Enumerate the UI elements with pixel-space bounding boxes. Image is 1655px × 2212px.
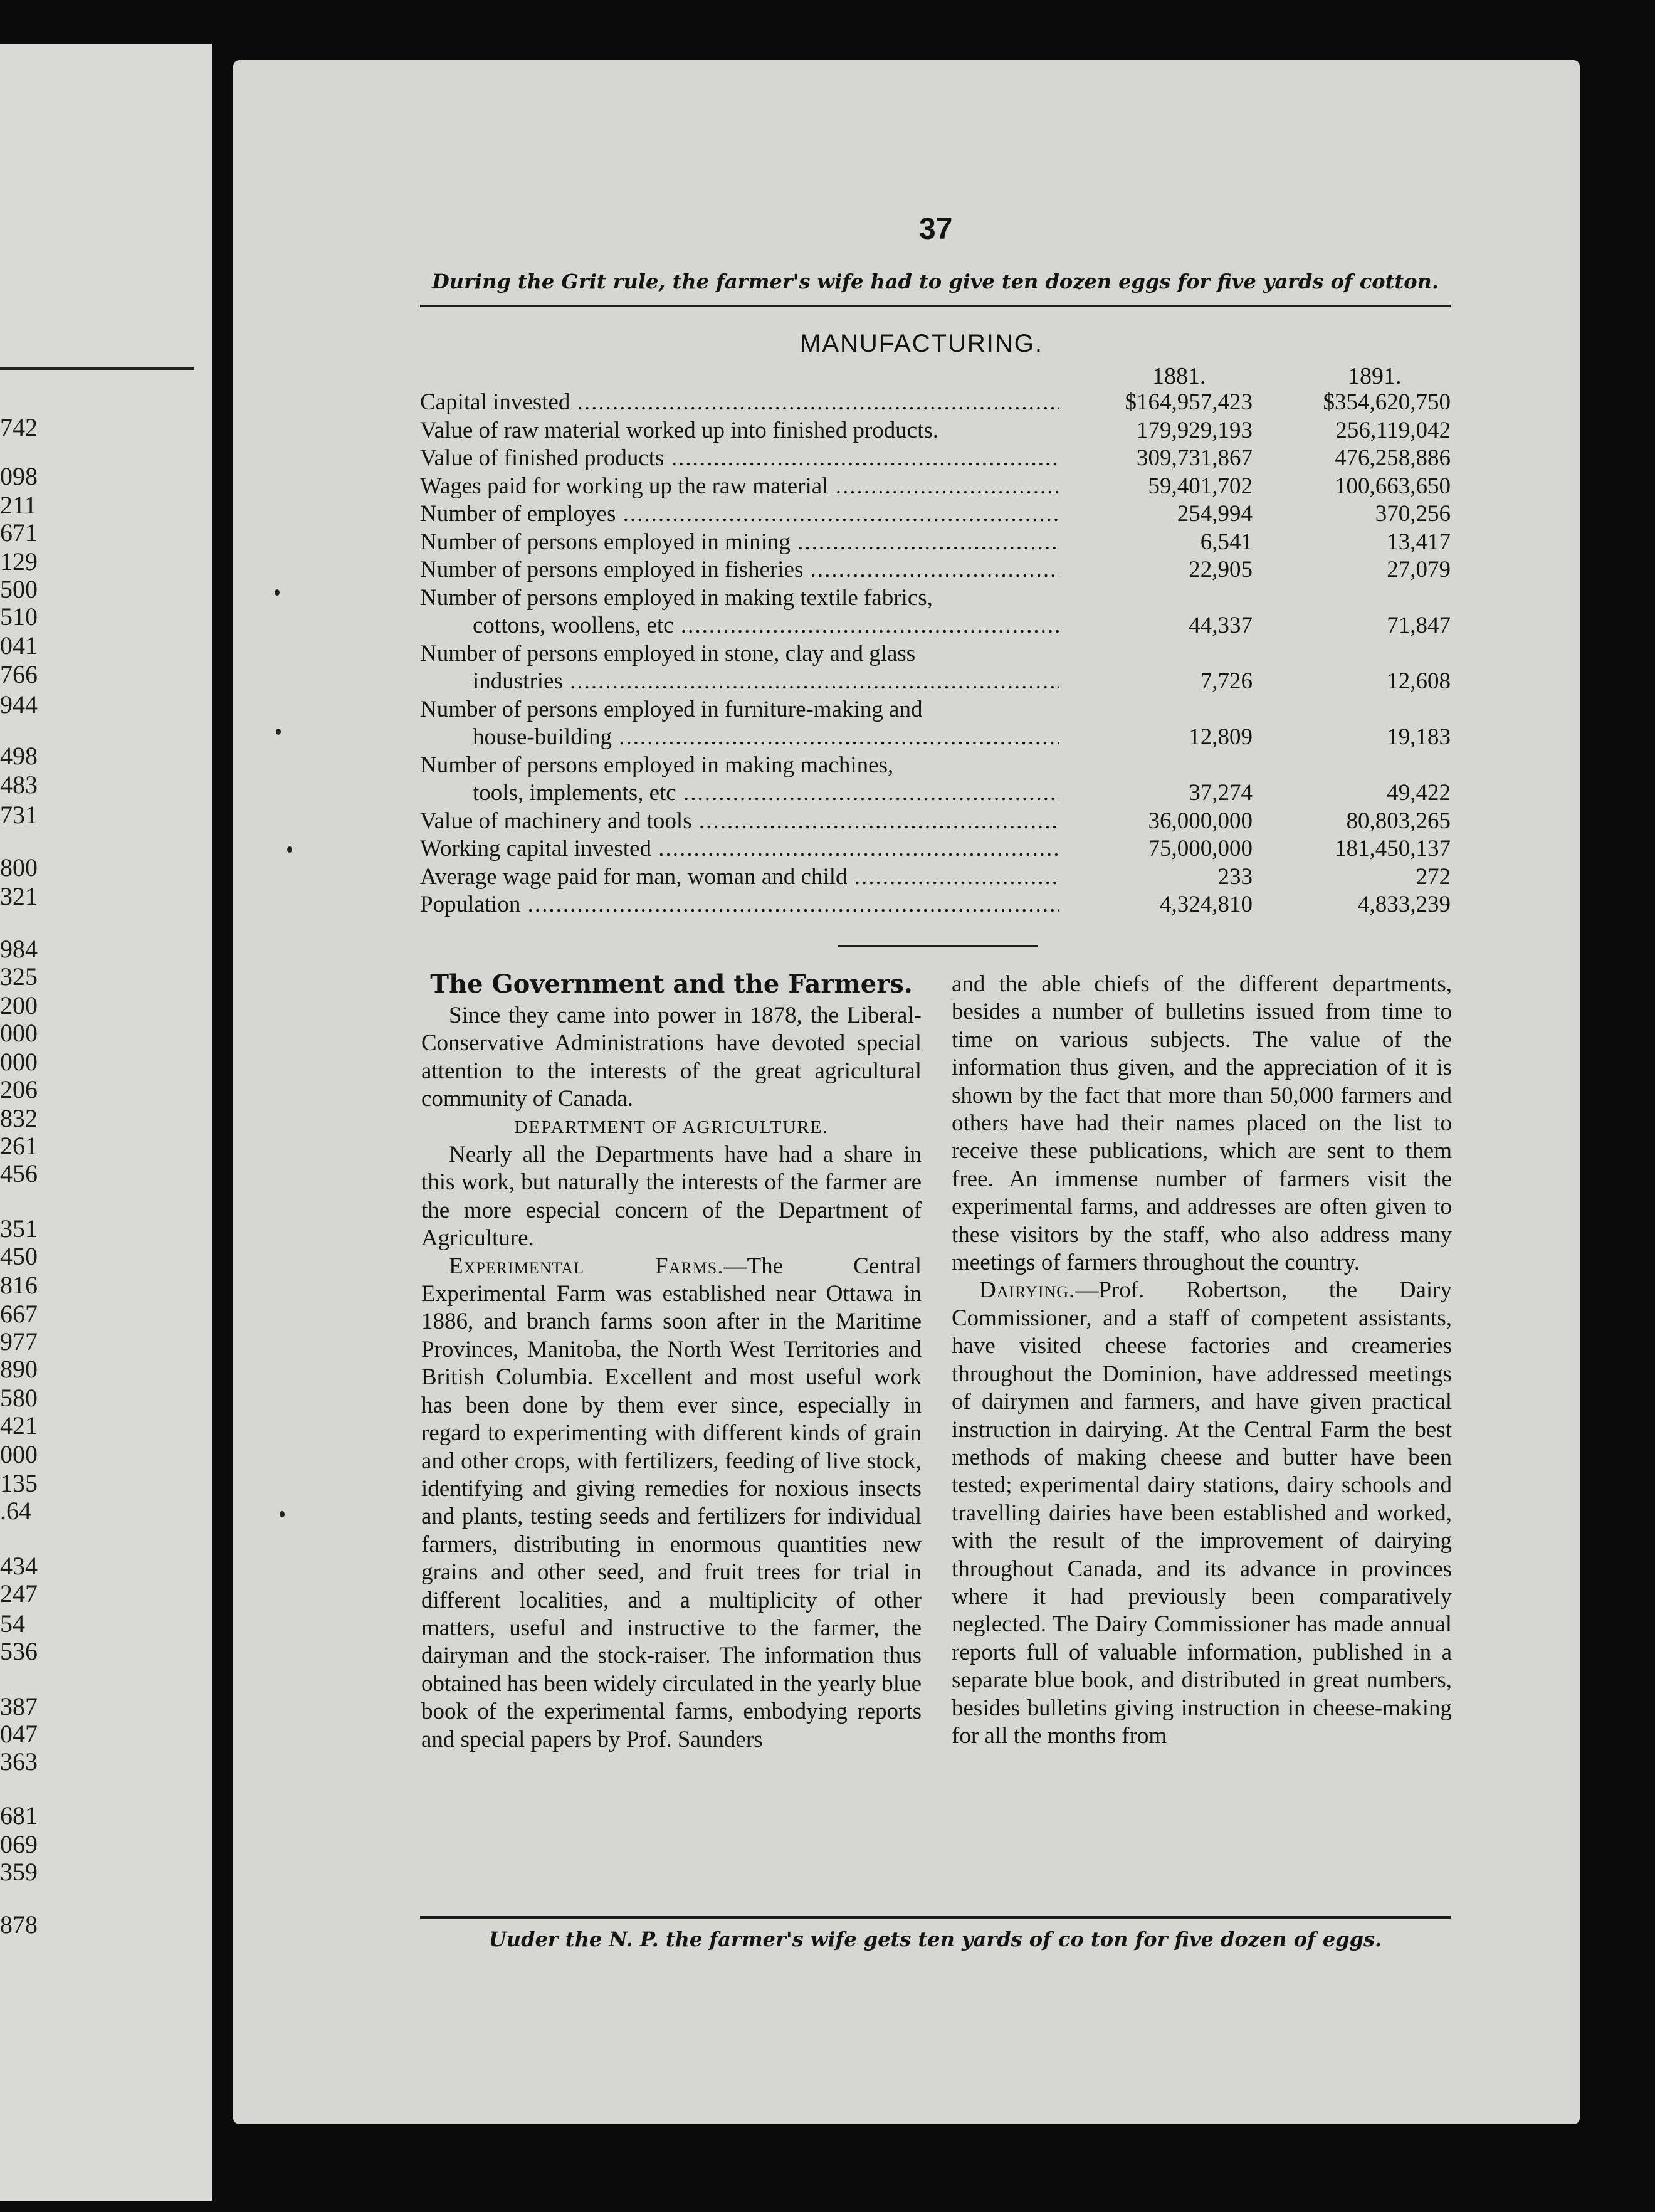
facing-page-number: 351 [0,1214,38,1243]
table-row [420,500,1451,529]
article-paragraph: Since they came into power in 1878, the Liberal-Conservative Administrations have devoted special attention to the interests of the great agricultural community of Canada. [421,1003,922,1112]
value-1881: 22,905 [1189,557,1253,582]
facing-page-number: 742 [0,413,38,441]
facing-page-number: .64 [0,1497,31,1525]
article-subhead: DEPARTMENT OF AGRICULTURE. [514,1117,829,1137]
facing-page-number: 363 [0,1747,38,1776]
facing-page-number: 000 [0,1019,38,1047]
facing-page-number: 536 [0,1637,38,1665]
article-paragraph: Nearly all the Departments have had a share in this work, but naturally the interests of the farmer are the more especial concern of the Department of Agriculture. [421,1142,922,1251]
facing-page-number: 129 [0,547,38,576]
row-label: Working capital invested ..... [420,835,1059,863]
value-1881: 309,731,867 [1137,445,1253,471]
value-1881: 59,401,702 [1148,473,1253,499]
facing-page-number: 000 [0,1440,38,1468]
facing-page-number: 731 [0,801,38,829]
facing-page-rule [0,367,194,370]
facing-page-number: 54 [0,1609,25,1638]
row-label: tools, implements, etc ..... [420,779,1059,808]
value-1891: 49,422 [1387,780,1451,806]
value-1891: $354,620,750 [1323,389,1451,415]
facing-page-number: 211 [0,491,37,519]
table-row [420,529,1451,557]
value-1891: 100,663,650 [1335,473,1451,499]
value-1881: 36,000,000 [1148,808,1253,834]
row-label: house-building ..... [420,724,1059,752]
facing-page-number: 681 [0,1801,38,1830]
section-divider [838,945,1038,947]
facing-page-number: 200 [0,991,38,1019]
margin-mark [275,589,280,596]
table-row [420,584,1451,640]
table-row [420,808,1451,836]
value-1891: 27,079 [1387,557,1451,582]
row-label: Average wage paid for man, woman and child ..... [420,863,1059,892]
facing-page-number: 498 [0,742,38,770]
row-label: Number of employes ..... [420,500,1059,529]
value-1891: 13,417 [1387,529,1451,555]
facing-page-number: 325 [0,962,38,991]
row-label: Value of machinery and tools ..... [420,808,1059,836]
value-1891: 476,258,886 [1335,445,1451,471]
margin-mark [287,846,292,853]
paragraph-lead: Experimental Farms. [449,1253,724,1279]
table-row [420,473,1451,501]
facing-page-number: 069 [0,1830,38,1858]
facing-page-number: 206 [0,1075,38,1103]
facing-page-number: 944 [0,690,38,719]
facing-page-number: 671 [0,519,38,547]
facing-page-number: 667 [0,1300,38,1328]
table-row [420,752,1451,808]
value-1891: 256,119,042 [1335,417,1451,443]
facing-page-number: 041 [0,631,38,660]
facing-page-number: 047 [0,1720,38,1748]
paragraph-lead: Dairying. [979,1277,1076,1304]
facing-page-number: 984 [0,935,38,963]
row-label: Value of finished products ..... [420,445,1059,473]
running-head: During the Grit rule, the farmer's wife had to give ten dozen eggs for five yards of cotton. [432,270,1439,293]
margin-mark [280,1511,285,1517]
facing-page-number: 098 [0,462,38,490]
table-row [420,863,1451,892]
table-row [420,640,1451,696]
facing-page-number: 510 [0,603,38,631]
value-1881: 37,274 [1189,780,1253,806]
facing-page-number: 421 [0,1411,38,1440]
facing-page-strip [0,44,212,2201]
table-row [420,835,1451,863]
table-row [420,891,1451,919]
value-1881: 7,726 [1200,668,1253,694]
facing-page-number: 816 [0,1271,38,1299]
facing-page-number: 261 [0,1132,38,1160]
year-header-1881: 1881. [1152,363,1206,389]
article-paragraph: and the able chiefs of the different departments, besides a number of bulletins issued from time to time on various subjects. The value of the information thus given, and the appreciation of it is shown by the fact that more than 50,000 farmers and others have had their names placed on the list to receive these publications, which are sent to them free. An immense number of farmers visit the experimental farms, and addresses are often given to these visitors by the staff, who also address many meetings of farmers throughout the country. [952,971,1452,1276]
table-row [420,417,1451,445]
facing-page-number: 321 [0,882,38,910]
paragraph-body: —The Central Experimental Farm was established near Ottawa in 1886, and branch farms soon after in the Maritime Provinces, Manitoba, the North West Territories and British Columbia. Excellent and most useful work has been done by them ever since, especially in regard to experimenting with different kinds of grain and other crops, with fertilizers, feeding of live stock, identifying and giving remedies for noxious insects and plants, testing seeds and fertilizers for individual farmers, distributing in enormous quantities new grains and other seed, and fruit trees for trial in different localities, and a multiplicity of other matters, useful and instructive to the farmer, the dairyman and the stock-raiser. The information thus obtained has been widely circulated in the yearly blue book of the experimental farms, embodying reports and special papers by Prof. Saunders [421,1253,922,1752]
table-row [420,556,1451,584]
value-1881: $164,957,423 [1125,389,1253,415]
value-1881: 75,000,000 [1148,836,1253,861]
value-1891: 12,608 [1387,668,1451,694]
article-title: The Government and the Farmers. [430,969,913,999]
facing-page-number: 832 [0,1104,38,1132]
table-title: MANUFACTURING. [800,330,1043,357]
value-1881: 179,929,193 [1137,417,1253,443]
row-label: Number of persons employed in mining ..... [420,529,1059,557]
article-column-right [952,971,1452,1750]
value-1891: 80,803,265 [1346,808,1451,834]
facing-page-number: 000 [0,1048,38,1076]
value-1881: 233 [1217,863,1253,890]
header-rule [420,305,1451,307]
row-label: Capital invested ..... [420,389,1059,417]
page-number: 37 [919,213,953,246]
facing-page-number: 135 [0,1469,38,1497]
value-1891: 19,183 [1387,724,1451,750]
value-1881: 254,994 [1177,501,1253,527]
facing-page-number: 450 [0,1242,38,1270]
manufacturing-table [420,389,1451,919]
value-1891: 4,833,239 [1358,892,1451,917]
row-label: Value of raw material worked up into finished products. [420,417,939,443]
margin-mark [276,729,281,735]
value-1881: 6,541 [1200,529,1253,555]
facing-page-number: 878 [0,1910,38,1939]
table-row [420,445,1451,473]
value-1881: 4,324,810 [1160,892,1253,917]
facing-page-number: 434 [0,1552,38,1580]
article-column-left [421,971,922,1754]
value-1891: 370,256 [1375,501,1451,527]
year-header-1891: 1891. [1348,363,1402,389]
facing-page-number: 359 [0,1858,38,1886]
table-row [420,389,1451,417]
value-1881: 12,809 [1189,724,1253,750]
facing-page-number: 456 [0,1159,38,1188]
row-label: Number of persons employed in making machines, [420,752,894,778]
value-1891: 272 [1416,863,1451,890]
facing-page-number: 977 [0,1327,38,1356]
facing-page-number: 800 [0,853,38,882]
value-1891: 71,847 [1387,613,1451,638]
row-label: Number of persons employed in fisheries ..... [420,556,1059,584]
row-label: cottons, woollens, etc ..... [420,612,1059,640]
facing-page-number: 890 [0,1355,38,1383]
facing-page-number: 580 [0,1384,38,1412]
article-paragraph [421,1253,922,1754]
paragraph-body: —Prof. Robertson, the Dairy Commissioner, and a staff of competent assistants, have visited cheese factories and creameries throughout the Dominion, have addressed meetings of dairymen and farmers, and have given practical instruction in dairying. At the Central Farm the best methods of making cheese and butter have been tested; experimental dairy stations, dairy schools and travelling dairies have been established and worked, with the result of the improvement of dairying throughout Canada, and its advance in provinces where it had previously been comparatively neglected. The Dairy Commissioner has made annual reports full of valuable information, published in a separate blue book, and distributed in great numbers, besides bulletins giving instruction in cheese-making for all the months from [952,1277,1452,1749]
row-label: Number of persons employed in furniture-making and [420,696,923,722]
facing-page-number: 766 [0,660,38,688]
value-1891: 181,450,137 [1335,836,1451,861]
footer-rule [420,1916,1451,1919]
table-row [420,696,1451,752]
facing-page-number: 483 [0,771,38,799]
row-label: Wages paid for working up the raw material ..... [420,473,1059,501]
article-paragraph [952,1277,1452,1750]
row-label: Number of persons employed in making textile fabrics, [420,584,933,611]
row-label: Number of persons employed in stone, clay and glass [420,640,916,666]
row-label: Population ..... [420,891,1059,919]
facing-page-number: 387 [0,1692,38,1720]
running-foot: Uuder the N. P. the farmer's wife gets ten yards of co ton for five dozen of eggs. [488,1927,1382,1951]
facing-page-number: 247 [0,1579,38,1608]
row-label: industries ..... [420,668,1059,696]
value-1881: 44,337 [1189,613,1253,638]
facing-page-number: 500 [0,575,38,603]
